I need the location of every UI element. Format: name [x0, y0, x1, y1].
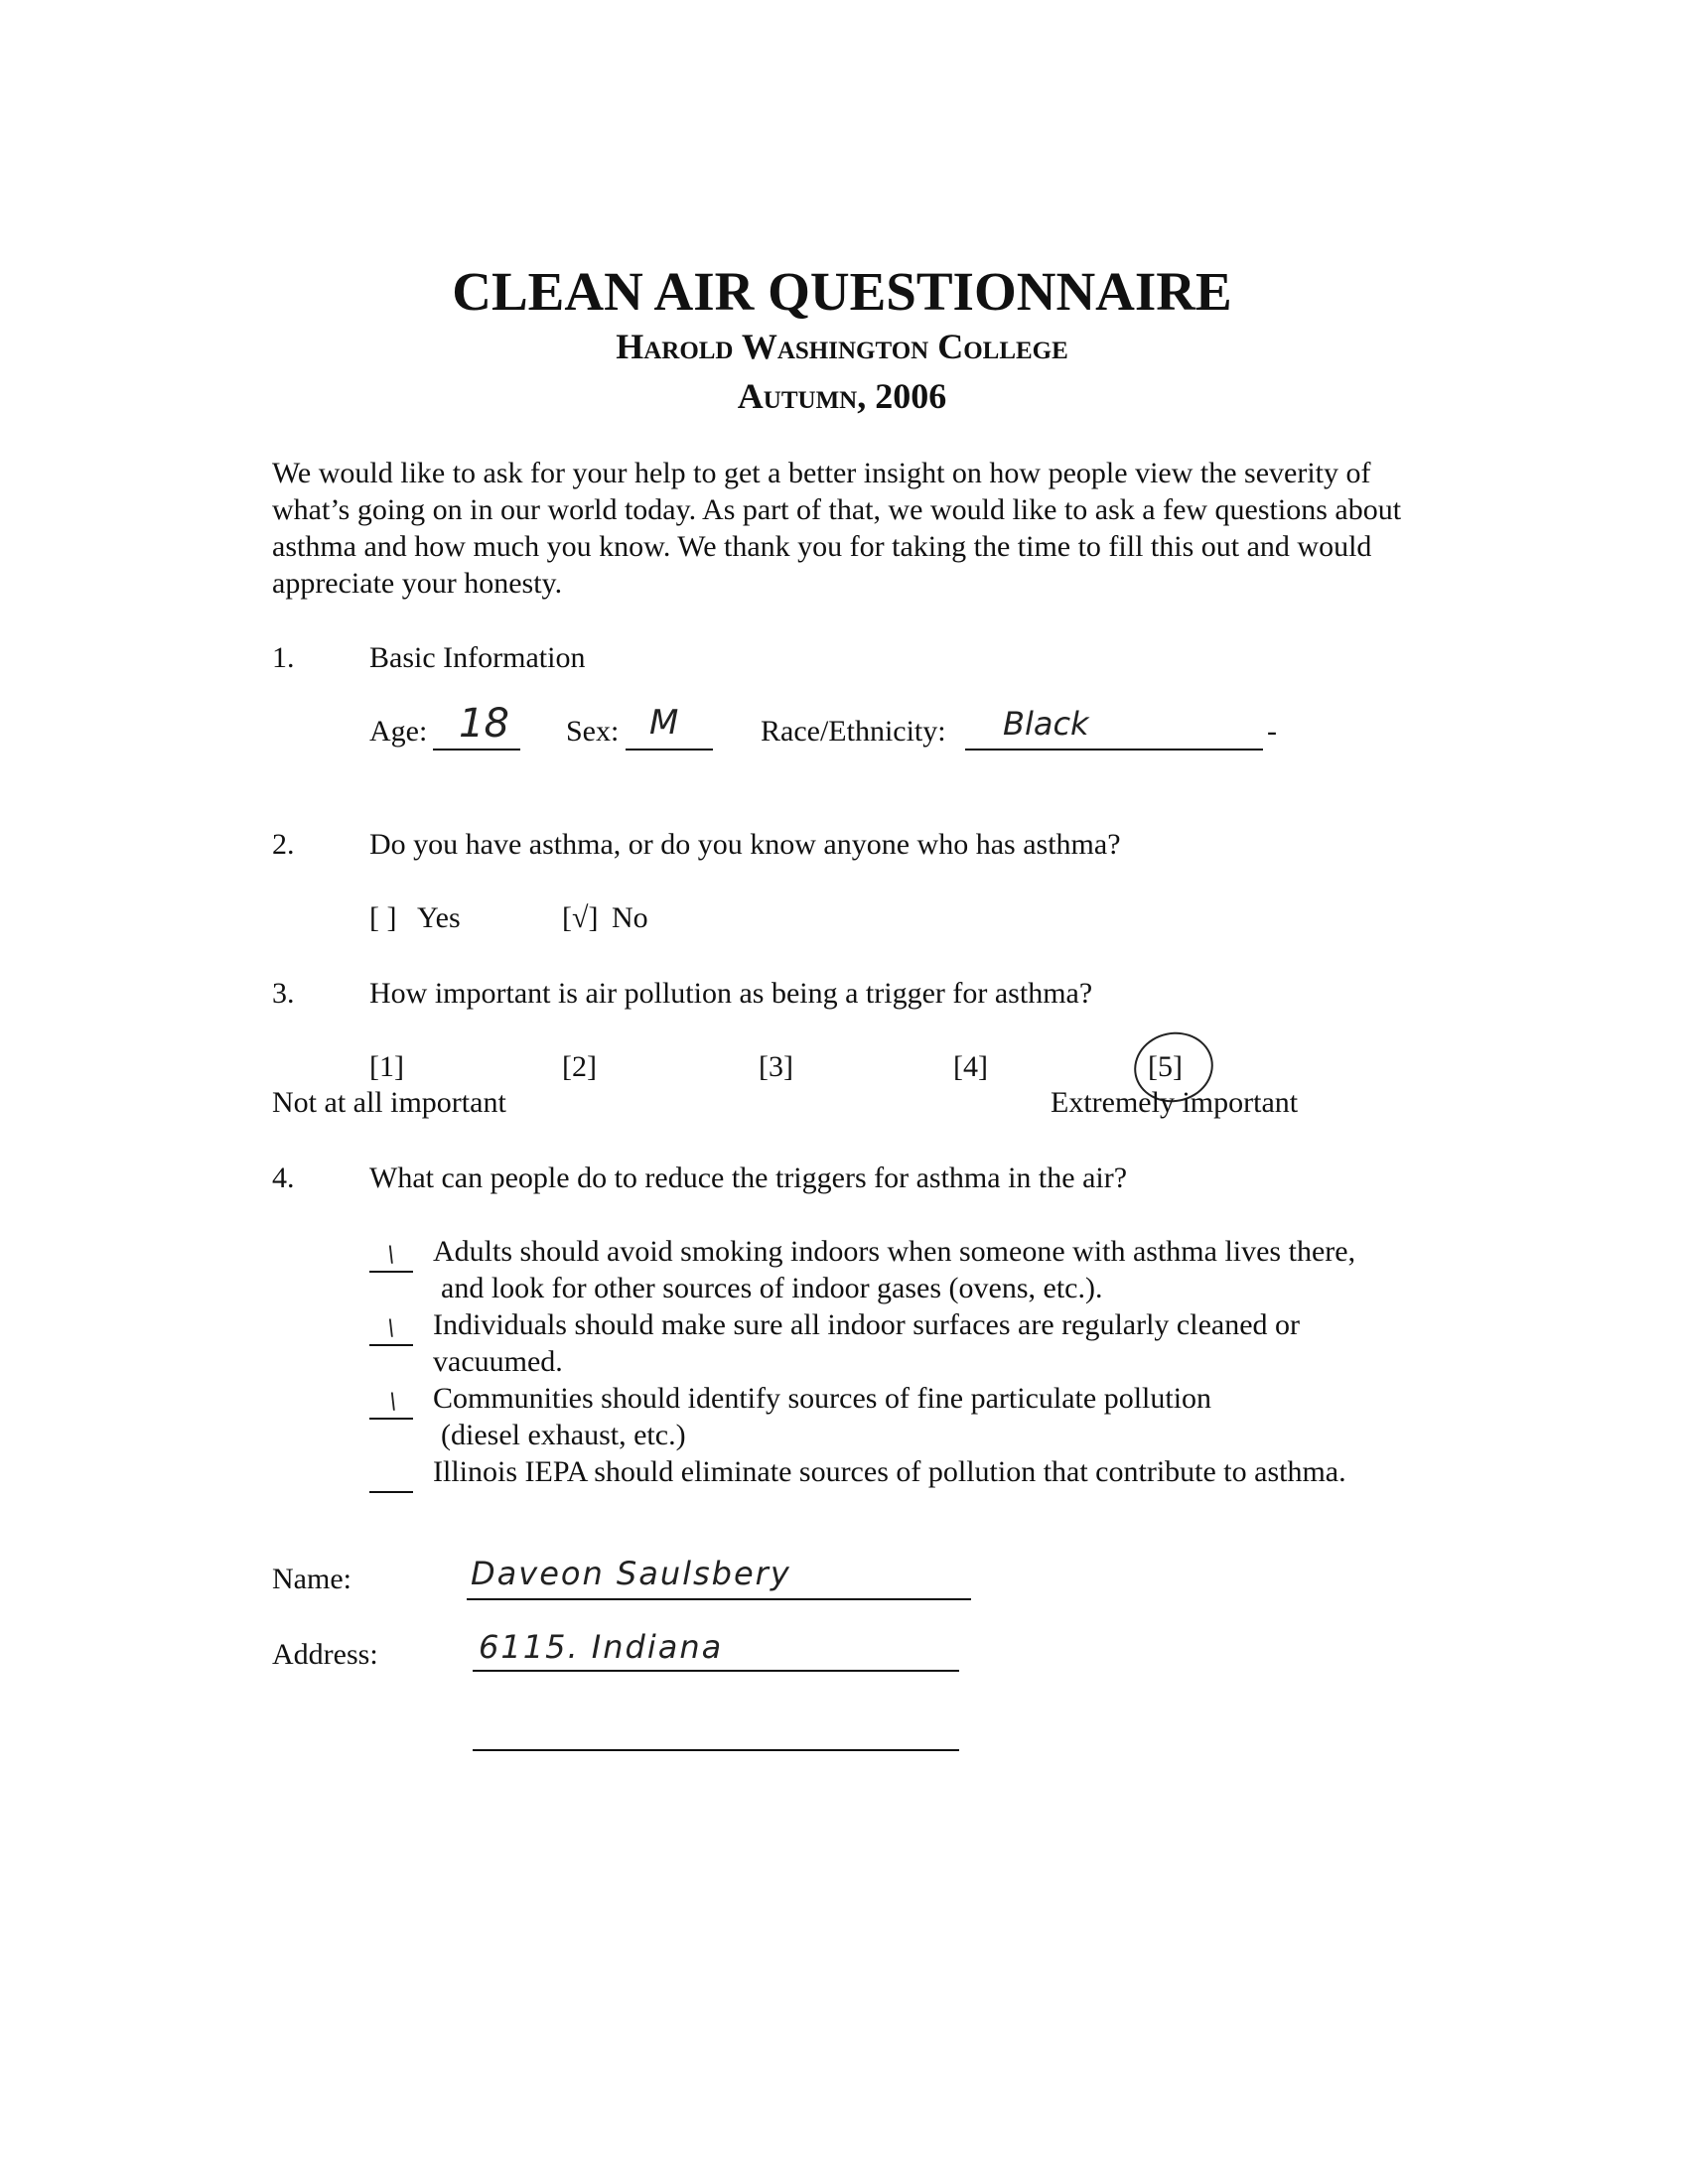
- option-1-text: [433, 1233, 1355, 1306]
- form-title: CLEAN AIR QUESTIONNAIRE: [452, 261, 1232, 322]
- option-4-checkline[interactable]: [369, 1461, 413, 1493]
- option-2-mark: \: [387, 1316, 395, 1341]
- q3-text: How important is air pollution as being a trigger for asthma?: [369, 977, 1093, 1010]
- yes-checkbox[interactable]: [ ]: [369, 901, 397, 934]
- sex-label: Sex:: [566, 715, 620, 748]
- scale-high-label: Extremely important: [1051, 1086, 1299, 1119]
- option-3-text: [433, 1380, 1211, 1453]
- scale-option-5[interactable]: [5]: [1148, 1050, 1183, 1083]
- q2-number: 2.: [272, 828, 295, 861]
- option-2-text: [433, 1306, 1300, 1380]
- name-value: Daveon Saulsbery: [471, 1555, 791, 1592]
- q1-number: 1.: [272, 641, 295, 674]
- scale-option-2[interactable]: [2]: [562, 1050, 597, 1083]
- intro-paragraph: We would like to ask for your help to get a better insight on how people view the severity of what’s going on in our world today. As part of that, we would like to ask a few questions about asthma and how much you know. We thank you for taking the time to fill this out and would appreciate your honesty.: [272, 457, 1402, 600]
- race-trailing-dash: -: [1267, 715, 1277, 748]
- no-label: No: [612, 901, 648, 934]
- option-3-line2: (diesel exhaust, etc.): [441, 1419, 686, 1451]
- option-3-mark: \: [389, 1390, 397, 1415]
- option-1-line1: Adults should avoid smoking indoors when someone with asthma lives there,: [433, 1235, 1356, 1268]
- institution-name: Harold Washington College: [616, 327, 1068, 366]
- address-value: 6115. Indiana: [479, 1628, 724, 1666]
- sex-value: M: [649, 703, 679, 743]
- scale-option-4[interactable]: [4]: [953, 1050, 988, 1083]
- option-3-line1: Communities should identify sources of fine particulate pollution: [433, 1382, 1212, 1415]
- q3-number: 3.: [272, 977, 295, 1010]
- option-1-line2: and look for other sources of indoor gases (ovens, etc.).: [441, 1272, 1103, 1304]
- option-2-line1: Individuals should make sure all indoor surfaces are regularly cleaned or: [433, 1308, 1301, 1341]
- address-label: Address:: [272, 1638, 378, 1671]
- scale-option-3[interactable]: [3]: [759, 1050, 793, 1083]
- age-label: Age:: [369, 715, 428, 748]
- scale-low-label: Not at all important: [272, 1086, 506, 1119]
- name-label: Name:: [272, 1563, 351, 1595]
- option-2-line2: vacuumed.: [433, 1345, 563, 1378]
- q1-text: Basic Information: [369, 641, 586, 674]
- option-1-mark: \: [387, 1243, 395, 1268]
- option-4-line1: Illinois IEPA should eliminate sources of pollution that contribute to asthma.: [433, 1455, 1346, 1488]
- q4-number: 4.: [272, 1161, 295, 1194]
- q2-text: Do you have asthma, or do you know anyone who has asthma?: [369, 828, 1121, 861]
- q4-text: What can people do to reduce the triggers for asthma in the air?: [369, 1161, 1128, 1194]
- no-checkbox[interactable]: [√]: [562, 901, 599, 934]
- address-line-2-field[interactable]: [473, 1707, 959, 1751]
- race-label: Race/Ethnicity:: [761, 715, 946, 748]
- race-value: Black: [1003, 705, 1089, 743]
- age-value: 18: [459, 701, 509, 747]
- option-4-text: [433, 1453, 1346, 1490]
- scale-option-1[interactable]: [1]: [369, 1050, 404, 1083]
- yes-label: Yes: [417, 901, 461, 934]
- term-label: Autumn, 2006: [737, 376, 947, 416]
